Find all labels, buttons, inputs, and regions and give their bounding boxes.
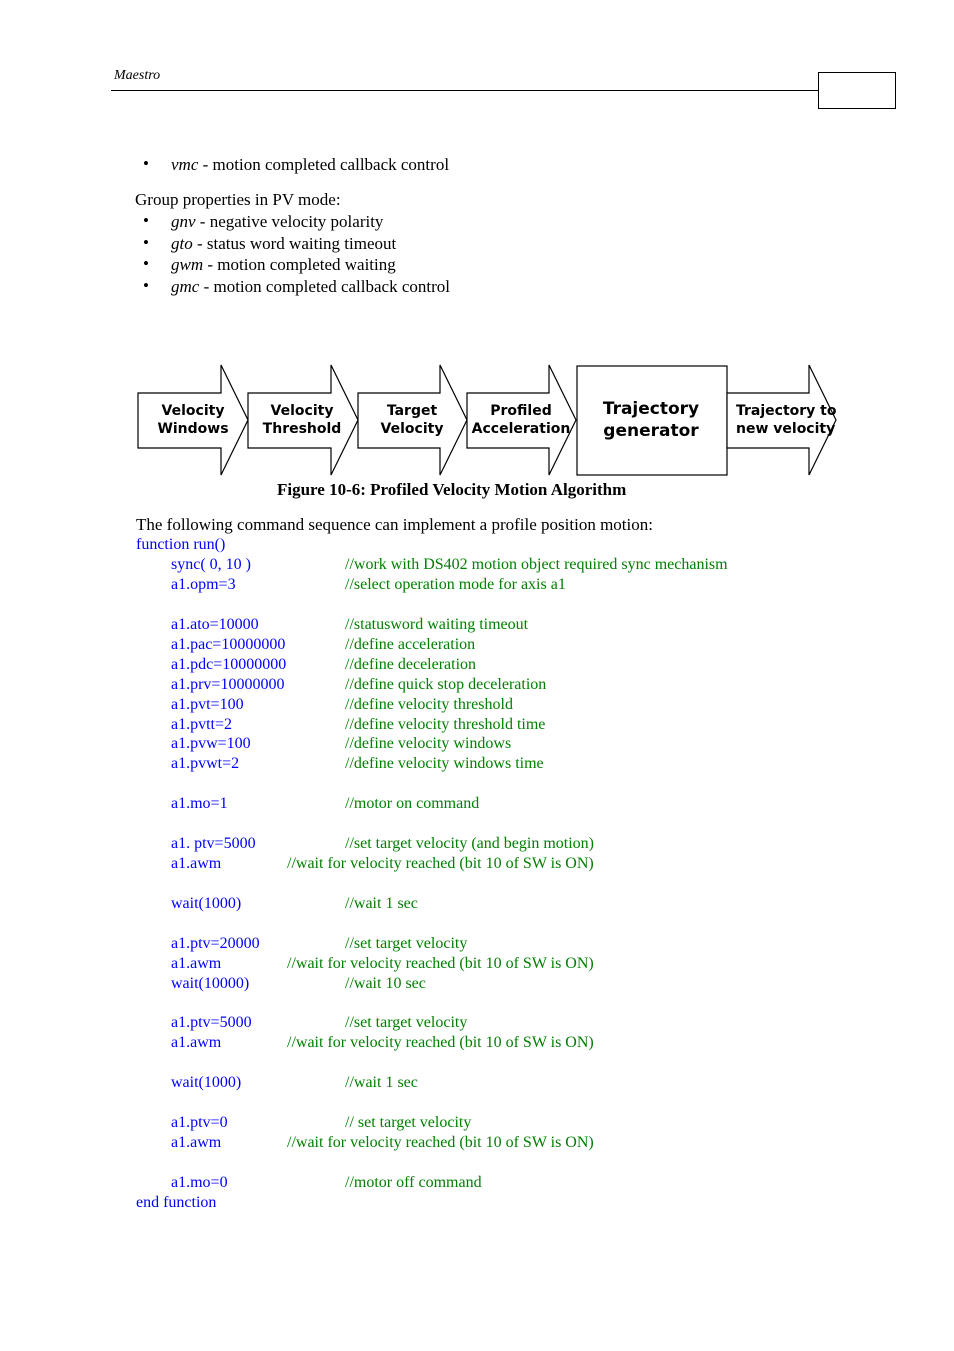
code-command: a1.pvtt=2 — [171, 716, 233, 733]
code-comment: //wait for velocity reached (bit 10 of SW is ON) — [287, 1034, 594, 1051]
code-comment: //wait 1 sec — [345, 895, 418, 912]
code-command: a1.ptv=0 — [171, 1114, 228, 1131]
code-comment: //work with DS402 motion object required sync mechanism — [345, 556, 728, 573]
code-comment: //wait for velocity reached (bit 10 of SW is ON) — [287, 955, 594, 972]
figure-caption: Figure 10-6: Profiled Velocity Motion Algorithm — [277, 480, 627, 499]
property-desc: - negative velocity polarity — [195, 212, 384, 231]
property-term: gto — [171, 234, 193, 253]
diagram-block-target-velocity — [358, 365, 467, 475]
bullet-icon: • — [143, 276, 149, 295]
code-command: a1.mo=0 — [171, 1174, 228, 1191]
code-command: a1.prv=10000000 — [171, 676, 285, 693]
group-heading: Group properties in PV mode: — [135, 190, 341, 209]
code-command: a1.mo=1 — [171, 795, 228, 812]
bullet-icon: • — [143, 254, 149, 273]
velocity-algorithm-diagram — [0, 0, 954, 500]
code-comment: //select operation mode for axis a1 — [345, 576, 566, 593]
generator-label-line2: generator — [603, 421, 699, 441]
property-term: gwm — [171, 255, 204, 274]
code-command: sync( 0, 10 ) — [171, 556, 251, 573]
code-command: a1.pvwt=2 — [171, 755, 240, 772]
code-function-start: function run() — [136, 536, 226, 553]
code-command: a1.awm — [171, 855, 222, 872]
diagram-trajectory-generator — [577, 366, 727, 475]
code-comment: //define velocity windows — [345, 735, 512, 752]
bullet-icon: • — [143, 233, 149, 252]
block-label-line2: Windows — [157, 421, 229, 437]
property-desc: - motion completed waiting — [203, 255, 396, 274]
diagram-output-arrow — [727, 365, 837, 475]
code-command: wait(1000) — [171, 1074, 242, 1091]
bullet-icon: • — [143, 154, 149, 173]
code-comment: //define velocity threshold time — [345, 716, 546, 733]
block-label-line2: Acceleration — [471, 421, 571, 437]
code-command: wait(1000) — [171, 895, 242, 912]
code-function-end: end function — [136, 1194, 217, 1211]
property-term: gnv — [171, 212, 196, 231]
bullet-icon: • — [143, 211, 149, 230]
code-command: a1.pvw=100 — [171, 735, 251, 752]
diagram-block-velocity-threshold — [248, 365, 358, 475]
block-label-line2: Threshold — [262, 421, 342, 437]
code-comment: //set target velocity — [345, 1014, 468, 1031]
block-label-line1: Velocity — [270, 403, 334, 419]
property-desc: - status word waiting timeout — [192, 234, 397, 253]
code-comment: //wait for velocity reached (bit 10 of SW is ON) — [287, 1134, 594, 1151]
code-comment: //wait 10 sec — [345, 975, 426, 992]
code-command: a1. ptv=5000 — [171, 835, 256, 852]
code-comment: //define quick stop deceleration — [345, 676, 547, 693]
code-command: wait(10000) — [171, 975, 250, 992]
output-label-line2: new velocity — [736, 421, 836, 437]
code-comment: //define deceleration — [345, 656, 477, 673]
code-command: a1.ptv=5000 — [171, 1014, 252, 1031]
property-desc: - motion completed callback control — [199, 277, 450, 296]
code-comment: //set target velocity (and begin motion) — [345, 835, 594, 852]
diagram-block-velocity-windows — [138, 365, 248, 475]
code-comment: //set target velocity — [345, 935, 468, 952]
code-comment: // set target velocity — [345, 1114, 472, 1131]
code-comment: //motor off command — [345, 1174, 482, 1191]
output-label-line1: Trajectory to — [736, 403, 837, 419]
code-command: a1.awm — [171, 1034, 222, 1051]
code-command: a1.ptv=20000 — [171, 935, 260, 952]
block-label-line2: Velocity — [380, 421, 444, 437]
block-label-line1: Profiled — [490, 403, 552, 419]
intro-text: The following command sequence can implement a profile position motion: — [136, 515, 653, 534]
code-comment: //define velocity windows time — [345, 755, 544, 772]
property-desc: - motion completed callback control — [198, 155, 450, 174]
code-comment: //define velocity threshold — [345, 696, 513, 713]
property-term: vmc — [171, 155, 199, 174]
property-term: gmc — [171, 277, 200, 296]
diagram-block-profiled-acceleration — [467, 365, 576, 475]
code-comment: //wait 1 sec — [345, 1074, 418, 1091]
code-command: a1.awm — [171, 955, 222, 972]
block-label-line1: Target — [386, 403, 438, 419]
code-comment: //motor on command — [345, 795, 480, 812]
code-command: a1.awm — [171, 1134, 222, 1151]
generator-label-line1: Trajectory — [602, 399, 700, 419]
code-comment: //statusword waiting timeout — [345, 616, 529, 633]
code-command: a1.opm=3 — [171, 576, 236, 593]
code-command: a1.pvt=100 — [171, 696, 244, 713]
block-label-line1: Velocity — [161, 403, 225, 419]
code-comment: //wait for velocity reached (bit 10 of SW is ON) — [287, 855, 594, 872]
code-command: a1.ato=10000 — [171, 616, 259, 633]
code-comment: //define acceleration — [345, 636, 476, 653]
document-title: Maestro — [114, 68, 161, 83]
code-command: a1.pac=10000000 — [171, 636, 286, 653]
code-command: a1.pdc=10000000 — [171, 656, 287, 673]
